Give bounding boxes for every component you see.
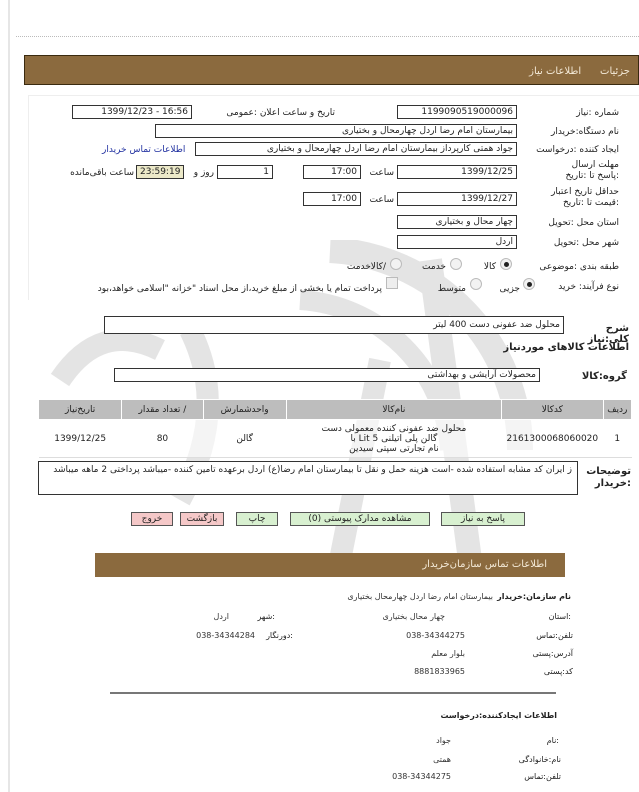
category-label: طبقه بندی :موضوعی: [539, 262, 619, 272]
col-qty: / تعداد مقدار: [122, 400, 203, 420]
item-name-line-2: گالن پلی اتیلنی 5 Lit با: [350, 433, 438, 444]
requester-label: ایجاد کننده :درخواست: [536, 145, 619, 155]
cell-name: [286, 420, 501, 458]
purchase-medium-radio[interactable]: [470, 278, 482, 290]
creator-phone-value: 038-34344275: [392, 772, 451, 781]
page-header-bar: [24, 55, 639, 85]
buyer-org-field: بیمارستان امام رضا اردل چهارمحال و بختیاری: [155, 124, 517, 138]
back-button[interactable]: بازگشت: [180, 512, 224, 526]
col-code: کدکالا: [502, 400, 604, 420]
view-attachments-button[interactable]: مشاهده مدارک پیوستی (0): [290, 512, 430, 526]
print-button[interactable]: چاپ: [236, 512, 278, 526]
province-value: چهار محال بختیاری: [382, 612, 445, 621]
contact-section-title: اطلاعات تماس سازمان‌خریدار: [422, 559, 547, 570]
postal-code-label: کد:پستی: [543, 667, 573, 676]
delivery-province-field: چهار محال و بختیاری: [397, 215, 517, 229]
exit-button[interactable]: خروج: [131, 512, 173, 526]
creator-family-value: همتی: [433, 755, 451, 764]
col-unit: واحدشمارش: [203, 400, 286, 420]
address-label: آدرس:پستی: [532, 649, 573, 658]
price-validity-label: حداقل تاریخ اعتبار :قیمت تا :تاریخ: [551, 187, 619, 208]
goods-section-title: اطلاعات کالاهای موردنیاز: [503, 342, 629, 353]
category-goods-label: کالا: [483, 262, 496, 272]
buyer-contact-link[interactable]: اطلاعات تماس خریدار: [102, 145, 186, 155]
purchase-minor-label: جزیی: [499, 284, 520, 294]
treasury-payment-checkbox[interactable]: [386, 277, 398, 289]
city-label: :شهر: [257, 612, 275, 621]
category-goods-service-radio[interactable]: [390, 258, 402, 270]
reply-deadline-date-field: 1399/12/25: [397, 165, 517, 179]
creator-name-value: جواد: [436, 736, 451, 745]
announce-datetime-field: 1399/12/23 - 16:56: [72, 105, 192, 119]
tab-need-info[interactable]: اطلاعات نیاز: [529, 66, 582, 77]
category-goods-radio[interactable]: [500, 258, 512, 270]
creator-section-title: اطلاعات ایجادکننده:درخواست: [440, 711, 557, 720]
delivery-city-label: شهر محل :تحویل: [553, 238, 619, 248]
province-label: :استان: [548, 612, 571, 621]
phone-value: 038-34344275: [406, 631, 465, 640]
validity-time-field: 17:00: [303, 192, 361, 206]
remaining-days-field: 1: [217, 165, 273, 179]
phone-label: تلفن:تماس: [536, 631, 573, 640]
col-index: ردیف: [603, 400, 631, 420]
summary-label: شرح کلی:نیاز: [587, 323, 629, 345]
org-name-label: نام سازمان:خریدار: [497, 592, 571, 601]
purchase-type-label: نوع فرآیند: خرید: [558, 282, 619, 292]
need-number-field: 1199090519000096: [397, 105, 517, 119]
goods-group-field: محصولات آرایشی و بهداشتی: [114, 368, 540, 382]
item-name-line-1: محلول ضد عفونی کننده معمولی دست: [321, 423, 467, 434]
category-goods-service-label: /کالاخدمت: [346, 262, 386, 272]
requester-field: جواد همتی کارپرداز بیمارستان امام رضا اردل چهارمحال و بختیاری: [195, 142, 517, 156]
reply-deadline-label: مهلت ارسال :پاسخ تا :تاریخ: [565, 160, 619, 181]
summary-field: محلول ضد عفونی دست 400 لیتر: [104, 316, 564, 334]
cell-qty: 80: [122, 420, 203, 458]
col-name: نام‌کالا: [286, 400, 501, 420]
city-value: اردل: [213, 612, 229, 621]
postal-code-value: 8881833965: [414, 667, 465, 676]
top-divider: [16, 36, 639, 37]
items-table-header: [39, 400, 632, 420]
delivery-city-field: اردل: [397, 235, 517, 249]
purchase-medium-label: متوسط: [437, 284, 466, 294]
cell-index: 1: [603, 420, 631, 458]
contact-section-header: [95, 553, 565, 577]
days-label: روز و: [193, 168, 214, 178]
cell-code: 2161300068060020: [502, 420, 604, 458]
purchase-minor-radio[interactable]: [523, 278, 535, 290]
category-service-label: خدمت: [422, 262, 446, 272]
category-service-radio[interactable]: [450, 258, 462, 270]
announce-datetime-label: تاریخ و ساعت اعلان :عمومی: [226, 108, 335, 118]
need-number-label: شماره :نیاز: [576, 108, 619, 118]
cell-date: 1399/12/25: [39, 420, 122, 458]
validity-time-label: ساعت: [369, 195, 394, 205]
fax-value: 038-34344284: [196, 631, 255, 640]
section-divider: [110, 692, 556, 694]
creator-family-label: نام:خانوادگی: [518, 755, 561, 764]
reply-time-field: 17:00: [303, 165, 361, 179]
buyer-org-label: نام دستگاه:خریدار: [550, 127, 619, 137]
fax-label: :دورنگار: [266, 631, 293, 640]
reply-button[interactable]: پاسخ به نیاز: [441, 512, 525, 526]
org-name-value: بیمارستان امام رضا اردل چهارمحال بختیاری: [347, 592, 493, 601]
buyer-notes-field: ز ایران کد مشابه استفاده شده -است هزینه حمل و نقل تا بیمارستان امام رضا(ع) اردل برعهده تامین کننده -میباشد پرداختی 2 ماهه میباشد: [38, 461, 578, 495]
tab-details[interactable]: جزئیات: [600, 66, 630, 77]
remaining-time-label: ساعت باقی‌مانده: [70, 168, 134, 178]
cell-unit: گالن: [203, 420, 286, 458]
table-row: [39, 420, 632, 458]
creator-name-label: :نام: [546, 736, 559, 745]
price-validity-date-field: 1399/12/27: [397, 192, 517, 206]
buyer-notes-label: توضیحات :خریدار: [586, 466, 631, 489]
remaining-time-field: 23:59:19: [136, 165, 184, 179]
page-left-border: [8, 0, 10, 792]
delivery-province-label: استان محل :تحویل: [548, 218, 619, 228]
items-table: [38, 399, 632, 458]
item-name-line-3: نام تجارتی سپتی سیدین: [349, 443, 439, 454]
goods-group-label: گروه:کالا: [581, 371, 627, 382]
reply-time-label: ساعت: [369, 168, 394, 178]
col-date: تاریخ‌نیاز: [39, 400, 122, 420]
creator-phone-label: تلفن:تماس: [524, 772, 561, 781]
address-value: بلوار معلم: [431, 649, 465, 658]
treasury-payment-note: پرداخت تمام یا بخشی از مبلغ خرید،از محل اسناد "خزانه "اسلامی خواهد،بود: [97, 284, 382, 294]
